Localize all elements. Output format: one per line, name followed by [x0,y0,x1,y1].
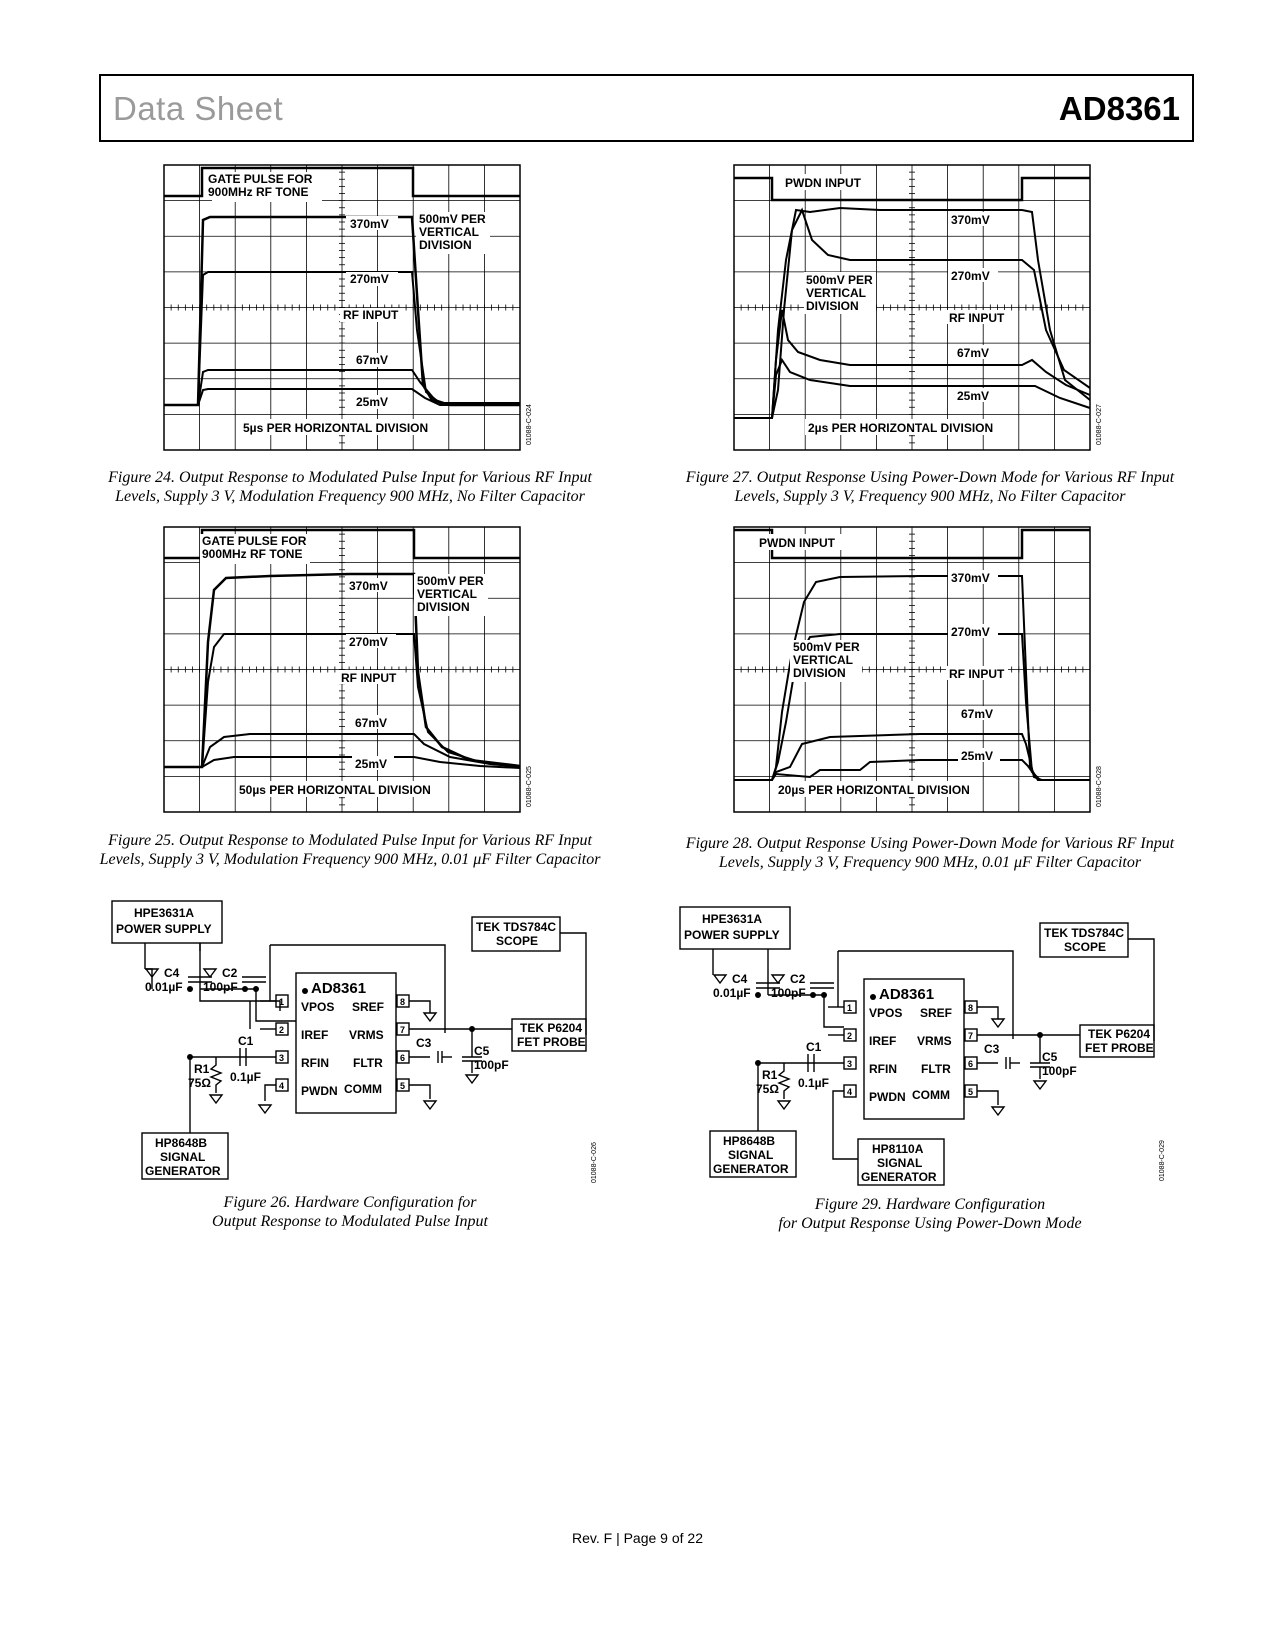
fig26-pwdn: PWDN [301,1084,338,1098]
fig26-pin-5: 5 [400,1081,406,1091]
fig26-c3: C3 [416,1036,432,1050]
fig28-div-1: 500mV PER [793,640,860,654]
fig25-rf-input: RF INPUT [341,671,397,685]
fig26-c1: C1 [238,1034,254,1048]
fig28-div-3: DIVISION [793,666,846,680]
page-header [99,74,1194,142]
fig27-rf-input: RF INPUT [949,311,1005,325]
fig24-div-3: DIVISION [419,238,472,252]
fig26-scope-1: TEK TDS784C [476,920,557,934]
fig26-pin-2: 2 [279,1025,285,1035]
fig26-r1-value: 75Ω [188,1076,211,1090]
fig29-scope-2: SCOPE [1064,940,1107,954]
fig27-div-2: VERTICAL [806,286,866,300]
fig26-gen-3: GENERATOR [145,1164,221,1178]
figure-25-caption [85,831,615,869]
fig29-caption-line1: Figure 29. Hardware Configuration [814,1196,1046,1213]
fig29-gen1-1: HP8648B [723,1134,776,1148]
fig28-code: 01088-C-028 [1096,766,1103,807]
fig29-r1: R1 [762,1068,778,1082]
fig26-vpos: VPOS [301,1000,335,1014]
fig28-67mv: 67mV [961,707,994,721]
fig27-caption-line1: Figure 27. Output Response Using Power-Down Mode for Various RF Input [685,469,1175,486]
fig25-67mv: 67mV [355,716,388,730]
fig24-caption-line1: Figure 24. Output Response to Modulated Pulse Input for Various RF Input [108,469,592,486]
fig27-370mv: 370mV [951,213,990,227]
fig26-chip-name: AD8361 [311,980,367,997]
fig29-r1-value: 75Ω [756,1082,779,1096]
fig26-c2: C2 [222,966,238,980]
fig29-pin-7: 7 [968,1031,974,1041]
fig29-code: 01088-C-029 [1159,1140,1166,1181]
fig29-c4-value: 0.01µF [713,986,751,1000]
fig24-67mv: 67mV [356,353,389,367]
fig26-gen-2: SIGNAL [160,1150,206,1164]
fig29-pin-3: 3 [847,1059,853,1069]
fig26-gen-1: HP8648B [155,1136,208,1150]
fig27-time-division: 2µs PER HORIZONTAL DIVISION [808,421,994,435]
fig29-c2-value: 100pF [771,986,806,1000]
fig29-iref: IREF [869,1034,897,1048]
fig26-code: 01088-C-026 [591,1142,598,1183]
fig26-scope-2: SCOPE [496,934,539,948]
fig29-gen2-2: SIGNAL [877,1156,923,1170]
fig25-div-3: DIVISION [417,600,470,614]
fig27-270mv: 270mV [951,269,990,283]
fig29-scope-1: TEK TDS784C [1044,926,1125,940]
fig29-pin-5: 5 [968,1087,974,1097]
fig29-pin-1: 1 [847,1003,853,1013]
fig29-pin-4: 4 [847,1087,853,1097]
figure-29-schematic [668,899,1188,1189]
fig26-sref: SREF [352,1000,385,1014]
fig29-c3: C3 [984,1042,1000,1056]
fig25-370mv: 370mV [349,579,388,593]
fig26-c1-value: 0.1µF [230,1070,261,1084]
fig29-pin-2: 2 [847,1031,853,1041]
fig29-c5-value: 100pF [1042,1064,1077,1078]
fig29-c1: C1 [806,1040,822,1054]
fig26-c4-value: 0.01µF [145,980,183,994]
fig25-caption-line2: Levels, Supply 3 V, Modulation Frequency 900 MHz, 0.01 μF Filter Capacitor [99,851,601,868]
fig26-caption-line1: Figure 26. Hardware Configuration for [223,1194,477,1211]
fig25-time-division: 50µs PER HORIZONTAL DIVISION [239,783,431,797]
figure-25-svg [150,522,550,822]
figure-25-scope [150,522,550,822]
fig29-c5: C5 [1042,1050,1058,1064]
fig26-probe-2: FET PROBE [517,1035,586,1049]
fig26-iref: IREF [301,1028,329,1042]
fig25-gate-label-1: GATE PULSE FOR [202,534,307,548]
fig29-chip-name: AD8361 [879,986,935,1003]
figure-29-svg [668,899,1188,1189]
fig25-25mv: 25mV [355,757,388,771]
fig24-caption-line2: Levels, Supply 3 V, Modulation Frequency 900 MHz, No Filter Capacitor [115,488,585,505]
fig25-div-1: 500mV PER [417,574,484,588]
fig26-c4: C4 [164,966,180,980]
fig29-gen1-2: SIGNAL [728,1148,774,1162]
page-footer: Rev. F | Page 9 of 22 [571,1530,703,1546]
fig28-pwdn-input: PWDN INPUT [759,536,835,550]
fig29-gen2-3: GENERATOR [861,1170,937,1184]
figure-26-schematic [100,893,620,1183]
fig28-caption-line2: Levels, Supply 3 V, Frequency 900 MHz, 0.01 μF Filter Capacitor [718,854,1142,871]
figure-26-svg [100,893,620,1183]
fig26-c2-value: 100pF [203,980,238,994]
figure-28-scope [720,522,1120,822]
fig26-pin-1: 1 [279,997,285,1007]
fig28-370mv: 370mV [951,571,990,585]
fig26-fltr: FLTR [353,1056,383,1070]
fig26-comm: COMM [344,1082,382,1096]
fig26-probe-1: TEK P6204 [520,1021,583,1035]
fig29-gen2-1: HP8110A [872,1142,924,1156]
figure-27-caption [665,468,1195,506]
fig29-comm: COMM [912,1088,950,1102]
fig29-c4: C4 [732,972,748,986]
fig29-probe-2: FET PROBE [1085,1041,1154,1055]
fig29-gen1-3: GENERATOR [713,1162,789,1176]
fig29-caption-line2: for Output Response Using Power-Down Mode [778,1215,1082,1232]
fig26-r1: R1 [194,1062,210,1076]
fig26-vrms: VRMS [349,1028,384,1042]
fig29-supply-2: POWER SUPPLY [684,928,780,942]
fig29-c2: C2 [790,972,806,986]
fig25-div-2: VERTICAL [417,587,477,601]
fig29-fltr: FLTR [921,1062,951,1076]
header-section-title: Data Sheet [113,90,284,127]
figure-28-svg [720,522,1120,822]
fig26-rfin: RFIN [301,1056,329,1070]
fig29-pin-6: 6 [968,1059,974,1069]
fig29-c1-value: 0.1µF [798,1076,829,1090]
figure-27-scope [720,160,1120,460]
fig28-caption-line1: Figure 28. Output Response Using Power-Down Mode for Various RF Input [685,835,1175,852]
fig29-vpos: VPOS [869,1006,903,1020]
fig29-rfin: RFIN [869,1062,897,1076]
fig27-code: 01088-C-027 [1096,404,1103,445]
fig27-caption-line2: Levels, Supply 3 V, Frequency 900 MHz, No Filter Capacitor [734,488,1126,505]
figure-24-svg [150,160,550,460]
fig29-supply-1: HPE3631A [702,912,763,926]
fig25-gate-label-2: 900MHz RF TONE [202,547,303,561]
fig27-div-1: 500mV PER [806,273,873,287]
fig24-25mv: 25mV [356,395,389,409]
fig26-pin-7: 7 [400,1025,406,1035]
figure-28-caption [665,834,1195,872]
fig24-rf-input: RF INPUT [343,308,399,322]
fig27-67mv: 67mV [957,346,990,360]
fig29-vrms: VRMS [917,1034,952,1048]
figure-24-scope [150,160,550,460]
fig28-270mv: 270mV [951,625,990,639]
fig27-pwdn-input: PWDN INPUT [785,176,861,190]
fig29-probe-1: TEK P6204 [1088,1027,1151,1041]
fig26-supply-1: HPE3631A [134,906,195,920]
fig25-code: 01088-C-025 [526,766,533,807]
fig29-pwdn: PWDN [869,1090,906,1104]
fig28-time-division: 20µs PER HORIZONTAL DIVISION [778,783,970,797]
fig26-pin-4: 4 [279,1081,285,1091]
figure-29-caption [665,1195,1195,1233]
fig24-time-division: 5µs PER HORIZONTAL DIVISION [243,421,429,435]
fig24-gate-label-1: GATE PULSE FOR [208,172,313,186]
figure-24-caption [85,468,615,506]
fig26-c5-value: 100pF [474,1058,509,1072]
fig26-supply-2: POWER SUPPLY [116,922,212,936]
fig29-sref: SREF [920,1006,953,1020]
figure-27-svg [720,160,1120,460]
header-part-number: AD8361 [1058,90,1180,127]
fig24-370mv: 370mV [350,217,389,231]
fig24-270mv: 270mV [350,272,389,286]
fig28-div-2: VERTICAL [793,653,853,667]
fig27-25mv: 25mV [957,389,990,403]
fig24-div-2: VERTICAL [419,225,479,239]
fig24-code: 01088-C-024 [526,404,533,445]
fig26-pin-3: 3 [279,1053,285,1063]
fig25-270mv: 270mV [349,635,388,649]
fig25-caption-line1: Figure 25. Output Response to Modulated Pulse Input for Various RF Input [108,832,592,849]
fig24-div-1: 500mV PER [419,212,486,226]
fig28-25mv: 25mV [961,749,994,763]
fig29-pin-8: 8 [968,1003,974,1013]
fig26-pin-6: 6 [400,1053,406,1063]
fig28-rf-input: RF INPUT [949,667,1005,681]
fig26-c5: C5 [474,1044,490,1058]
fig26-pin-8: 8 [400,997,406,1007]
figure-26-caption [85,1193,615,1231]
fig26-caption-line2: Output Response to Modulated Pulse Input [212,1213,488,1230]
fig27-div-3: DIVISION [806,299,859,313]
fig24-gate-label-2: 900MHz RF TONE [208,185,309,199]
